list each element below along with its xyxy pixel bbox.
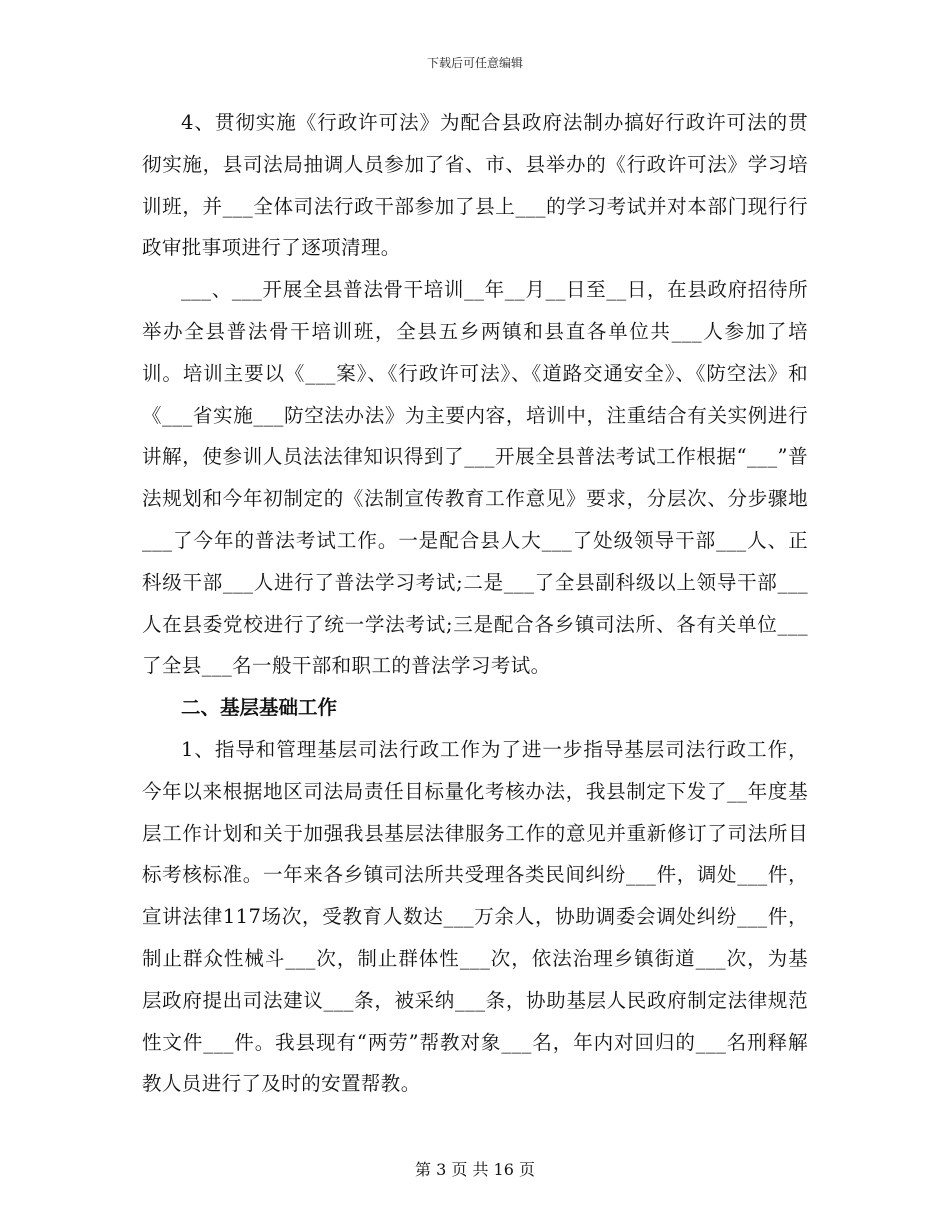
- section-heading: 二、基层基础工作: [181, 696, 338, 720]
- paragraph-grassroots-work: 1、指导和管理基层司法行政工作为了进一步指导基层司法行政工作，今年以来根据地区司法局责任目标量化考核办法，我县制定下发了__年度基层工作计划和关于加强我县基层法律服务工作的意见并重新修订了司法所目标考核标准。一年来各乡镇司法所共受理各类民间纠纷___件，调处___件，宣讲法律117场次，受教育人数达___万余人，协助调委会调处纠纷___件，制止群众性械斗___次，制止群体性___次，依法治理乡镇街道___次，为基层政府提出司法建议___条，被采纳___条，协助基层人民政府制定法律规范性文件___件。我县现有“两劳”帮教对象___名，年内对回归的___名刑释解教人员进行了及时的安置帮教。: [142, 737, 808, 1096]
- paragraph-legal-training: ___、___开展全县普法骨干培训__年__月__日至__日，在县政府招待所举办全县普法骨干培训班，全县五乡两镇和县直各单位共___人参加了培训。培训主要以《___案》、《行政许可法》、《道路交通安全》、《防空法》和《___省实施___防空法办法》为主要内容，培训中，注重结合有关实例进行讲解，使参训人员法法律知识得到了___开展全县普法考试工作根据“___”普法规划和今年初制定的《法制宣传教育工作意见》要求，分层次、分步骤地___了今年的普法考试工作。一是配合县人大___了处级领导干部___人、正科级干部___人进行了普法学习考试;二是___了全县副科级以上领导干部___人在县委党校进行了统一学法考试;三是配合各乡镇司法所、各有关单位___了全县___名一般干部和职工的普法学习考试。: [142, 278, 808, 678]
- page-header-note: 下载后可任意编辑: [426, 56, 523, 70]
- paragraph-administrative-license: 4、贯彻实施《行政许可法》为配合县政府法制办搞好行政许可法的贯彻实施，县司法局抽调人员参加了省、市、县举办的《行政许可法》学习培训班，并___全体司法行政干部参加了县上___的学习考试并对本部门现行行政审批事项进行了逐项清理。: [142, 111, 808, 260]
- page-number: 第 3 页 共 16 页: [415, 1160, 535, 1179]
- document-body: [142, 102, 808, 1105]
